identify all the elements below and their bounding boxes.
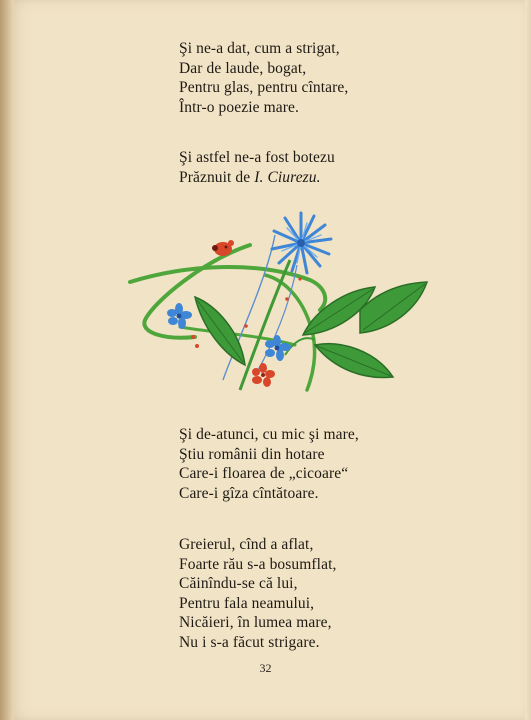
verse-prefix: Prăznuit de [179, 168, 255, 186]
verse-line: Foarte rău s-a bosumflat, [179, 555, 337, 573]
cornflower-icon [272, 213, 331, 273]
verse-line: Şi astfel ne-a fost botezu [179, 149, 335, 166]
verse-line: Care-i floarea de „cicoare“ [179, 465, 349, 483]
red-flower-icon [252, 363, 275, 387]
author-name: I. Ciurezu. [254, 168, 321, 186]
stanza-3 [179, 425, 359, 503]
stanza-4 [179, 535, 336, 653]
page-edge [525, 0, 531, 720]
grass-blade [144, 245, 250, 338]
verse-line: Dar de laude, bogat, [179, 59, 307, 77]
verse-line: Pentru fala neamului, [179, 594, 315, 612]
verse-line-author [179, 168, 335, 188]
verse-line: Ştiu românii din hotare [179, 445, 325, 463]
verse-line: Care-i gîza cîntătoare. [179, 484, 319, 502]
page-number: 32 [259, 661, 272, 675]
verse-line: Căinîndu-se că lui, [179, 575, 298, 593]
verse-line: Nu i s-a făcut strigare. [179, 633, 320, 651]
verse-line: Şi de-atunci, cu mic şi mare, [179, 426, 359, 443]
small-blue-flower-icon [167, 303, 192, 329]
stalk [223, 235, 275, 380]
verse-line: Nicăieri, în lumea mare, [179, 614, 332, 632]
stanza-1 [179, 39, 348, 117]
flower-illustration [125, 205, 430, 395]
verse-line: Greierul, cînd a aflat, [179, 536, 314, 553]
verse-line: Pentru glas, pentru cîntare, [179, 79, 349, 97]
stanza-2 [179, 148, 335, 187]
verse-line: Şi ne-a dat, cum a strigat, [179, 40, 340, 57]
book-spine [0, 0, 14, 720]
verse-line: Într-o poezie mare. [179, 98, 299, 116]
